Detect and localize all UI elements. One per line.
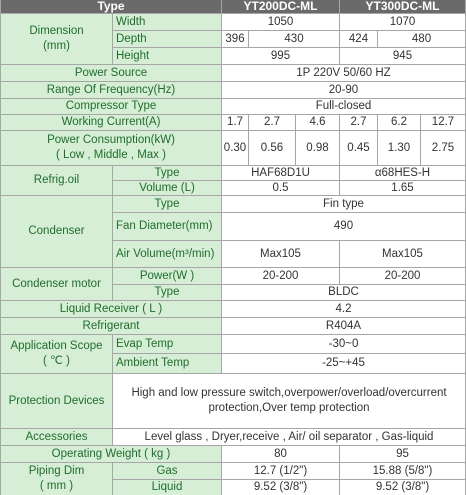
gas-a: 12.7 (1/2") bbox=[222, 463, 339, 479]
power-value: 0.30 bbox=[222, 131, 248, 165]
operating-weight-label: Operating Weight ( kg ) bbox=[1, 446, 221, 462]
compressor-type-value: Full-closed bbox=[222, 99, 465, 114]
accessories-label: Accessories bbox=[1, 429, 112, 445]
height-a: 995 bbox=[222, 48, 339, 64]
current-value: 6.2 bbox=[378, 115, 420, 130]
gas-b: 15.88 (5/8") bbox=[340, 463, 465, 479]
power-source-label: Power Source bbox=[1, 65, 221, 81]
compressor-type-label: Compressor Type bbox=[1, 99, 221, 114]
depth-b-2: 480 bbox=[378, 31, 465, 47]
protection-value: High and low pressure switch,overpower/overload/overcurrent protection,Over temp protection bbox=[113, 374, 465, 428]
power-value: 0.45 bbox=[340, 131, 377, 165]
current-value: 2.7 bbox=[249, 115, 295, 130]
width-a: 1050 bbox=[222, 14, 339, 30]
current-value: 1.7 bbox=[222, 115, 248, 130]
dimension-label: Dimension (mm) bbox=[1, 14, 112, 64]
power-value: 2.75 bbox=[421, 131, 465, 165]
oil-type-label: Type bbox=[113, 166, 221, 180]
evap-temp-value: -30~0 bbox=[222, 335, 465, 353]
header-model-b: YT300DC-ML bbox=[340, 0, 465, 13]
evap-temp-label: Evap Temp bbox=[113, 335, 221, 353]
condenser-motor-label: Condenser motor bbox=[1, 268, 112, 300]
oil-type-a: HAF68D1U bbox=[222, 166, 339, 180]
refrigerant-label: Refrigerant bbox=[1, 318, 221, 334]
liquid-a: 9.52 (3/8") bbox=[222, 480, 339, 495]
accessories-value: Level glass , Dryer,receive , Air/ oil separator , Gas-liquid bbox=[113, 429, 465, 445]
header-type: Type bbox=[1, 0, 221, 13]
working-current-label: Working Current(A) bbox=[1, 115, 221, 130]
fan-diameter-label: Fan Diameter(mm) bbox=[113, 213, 221, 240]
refrigerant-value: R404A bbox=[222, 318, 465, 334]
motor-power-label: Power(W ) bbox=[113, 268, 221, 284]
width-b: 1070 bbox=[340, 14, 465, 30]
current-value: 4.6 bbox=[296, 115, 339, 130]
air-volume-b: Max105 bbox=[340, 241, 465, 267]
condenser-label: Condenser bbox=[1, 196, 112, 267]
motor-power-b: 20-200 bbox=[340, 268, 465, 284]
liquid-label: Liquid bbox=[113, 480, 221, 495]
application-scope-label: Application Scope ( ℃ ) bbox=[1, 335, 112, 373]
depth-label: Depth bbox=[113, 31, 221, 47]
frequency-value: 20-90 bbox=[222, 82, 465, 98]
oil-volume-b: 1.65 bbox=[340, 181, 465, 195]
depth-a-2: 430 bbox=[249, 31, 339, 47]
gas-label: Gas bbox=[113, 463, 221, 479]
refrig-oil-label: Refrig.oil bbox=[1, 166, 112, 195]
power-value: 1.30 bbox=[378, 131, 420, 165]
depth-a-1: 396 bbox=[222, 31, 248, 47]
air-volume-label: Air Volume(m³/min) bbox=[113, 241, 221, 267]
liquid-receiver-value: 4.2 bbox=[222, 301, 465, 317]
motor-type-label: Type bbox=[113, 285, 221, 300]
current-value: 2.7 bbox=[340, 115, 377, 130]
ambient-temp-value: -25~+45 bbox=[222, 354, 465, 373]
piping-label: Piping Dim ( mm ) bbox=[1, 463, 112, 495]
power-value: 0.98 bbox=[296, 131, 339, 165]
height-label: Height bbox=[113, 48, 221, 64]
width-label: Width bbox=[113, 14, 221, 30]
oil-volume-a: 0.5 bbox=[222, 181, 339, 195]
oil-type-b: α68HES-H bbox=[340, 166, 465, 180]
header-model-a: YT200DC-ML bbox=[222, 0, 339, 13]
depth-b-1: 424 bbox=[340, 31, 377, 47]
frequency-label: Range Of Frequency(Hz) bbox=[1, 82, 221, 98]
fan-diameter-value: 490 bbox=[222, 213, 465, 240]
power-consumption-label: Power Consumption(kW) ( Low , Middle , Max ) bbox=[1, 131, 221, 165]
current-value: 12.7 bbox=[421, 115, 465, 130]
liquid-b: 9.52 (3/8") bbox=[340, 480, 465, 495]
condenser-type-label: Type bbox=[113, 196, 221, 212]
operating-weight-a: 80 bbox=[222, 446, 339, 462]
motor-power-a: 20-200 bbox=[222, 268, 339, 284]
air-volume-a: Max105 bbox=[222, 241, 339, 267]
power-value: 0.56 bbox=[249, 131, 295, 165]
height-b: 945 bbox=[340, 48, 465, 64]
power-source-value: 1P 220V 50/60 HZ bbox=[222, 65, 465, 81]
motor-type-value: BLDC bbox=[222, 285, 465, 300]
oil-volume-label: Volume (L) bbox=[113, 181, 221, 195]
condenser-type-value: Fin type bbox=[222, 196, 465, 212]
protection-label: Protection Devices bbox=[1, 374, 112, 428]
liquid-receiver-label: Liquid Receiver ( L ) bbox=[1, 301, 221, 317]
ambient-temp-label: Ambient Temp bbox=[113, 354, 221, 373]
operating-weight-b: 95 bbox=[340, 446, 465, 462]
